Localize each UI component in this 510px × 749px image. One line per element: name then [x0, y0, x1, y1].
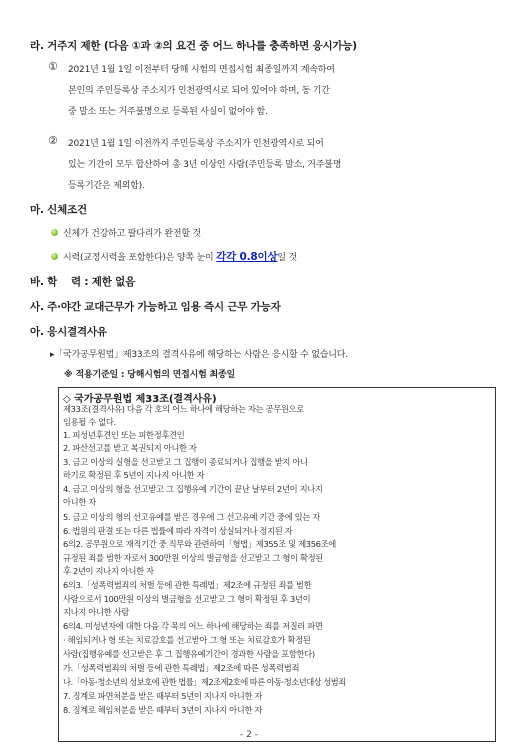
- item-1-number: ①: [48, 60, 58, 73]
- law-line: 사람(집행유예를 선고받은 후 그 집행유예기간이 경과한 사람을 포함한다): [63, 649, 315, 659]
- vision-text-pre: 시력(교정시력을 포함한다)은 양쪽 눈이: [63, 253, 217, 263]
- law-line: 규정된 죄를 범한 자로서 300만원 이상의 벌금형을 선고받고 그 형이 확정된: [63, 553, 323, 563]
- law-box-title: ◇ 국가공무원법 제33조(결격사유): [63, 394, 217, 405]
- section-ma-title: 마. 신체조건: [30, 204, 87, 216]
- law-line: 사람으로서 100만원 이상의 벌금형을 선고받고 그 형이 확정된 후 3년이: [63, 594, 311, 604]
- item-1-line-2: 본인의 주민등록상 주소지가 인천광역시로 되어 있어야 하며, 동 기간: [68, 86, 330, 96]
- law-line: 2. 파산선고를 받고 복권되지 아니한 자: [63, 443, 197, 453]
- section-a-title: 아. 응시결격사유: [30, 326, 107, 338]
- section-ra-title: 라. 거주지 제한 (다음 ①과 ②의 요건 중 어느 하나를 충족하면 응시가능): [30, 40, 357, 52]
- law-line: 6. 법원의 판결 또는 다른 법률에 따라 자격이 상실되거나 정지된 자: [63, 526, 293, 536]
- section-sa-title: 사. 주·야간 교대근무가 가능하고 임용 즉시 근무 가능자: [30, 301, 281, 313]
- item-1-line-3: 중 말소 또는 거주불명으로 등록된 사실이 없어야 함.: [68, 107, 268, 117]
- item-2-line-1: 2021년 1월 1일 이전까지 주민등록상 주소지가 인천광역시로 되어: [68, 139, 324, 149]
- green-bullet-icon: [51, 253, 58, 260]
- law-line: 6의2. 공무원으로 재직기간 중 직무와 관련하여「형법」제355조 및 제356조에: [63, 539, 336, 549]
- item-2-line-3: 등록기간은 제외함).: [68, 181, 145, 191]
- law-line: 나.「아동·청소년의 성보호에 관한 법률」제2조제2호에 따른 아동·청소년대상 성범죄: [63, 677, 346, 687]
- vision-emphasis: 각각 0.8이상: [216, 251, 278, 263]
- item-2-number: ②: [48, 134, 58, 147]
- law-line: 6의3.「성폭력범죄의 처벌 등에 관한 특례법」제2조에 규정된 죄를 범한: [63, 580, 312, 590]
- law-line: 하기로 확정된 후 5년이 지나지 아니한 자: [63, 470, 205, 480]
- law-line: 후 2년이 지나지 아니한 자: [63, 566, 154, 576]
- law-line: 아니한 자: [63, 497, 96, 507]
- item-2-line-2: 있는 기간이 모두 합산하여 총 3년 이상인 사람(주민등록 말소, 거주불명: [68, 160, 342, 170]
- law-line: · 해임되거나 형 또는 치료감호를 선고받아 그 형 또는 치료감호가 확정된: [63, 635, 311, 645]
- vision-text-post: 일 것: [277, 253, 298, 263]
- law-line: 4. 금고 이상의 형을 선고받고 그 집행유예 기간이 끝난 날부터 2년이 지나지: [63, 484, 323, 494]
- green-bullet-icon: [51, 229, 58, 236]
- law-line: 가.「성폭력범죄의 처벌 등에 관한 특례법」제2조에 따른 성폭력범죄: [63, 663, 300, 673]
- law-line: 임용될 수 없다.: [63, 417, 116, 427]
- body-condition-2: [63, 249, 297, 264]
- law-line: 8. 징계로 해임처분을 받은 때부터 3년이 지나지 아니한 자: [63, 705, 263, 715]
- law-line: 1. 피성년후견인 또는 피한정후견인: [63, 430, 185, 440]
- item-1-line-1: 2021년 1월 1일 이전부터 당해 시험의 면접시험 최종일까지 계속하여: [68, 65, 335, 75]
- law-line: 6의4. 미성년자에 대한 다음 각 목의 어느 하나에 해당하는 죄를 저질러 파면: [63, 621, 323, 631]
- law-line: 3. 금고 이상의 실형을 선고받고 그 집행이 종료되거나 집행을 받지 아니: [63, 457, 308, 467]
- law-line: 제33조(결격사유) 다음 각 호의 어느 하나에 해당하는 자는 공무원으로: [63, 404, 304, 414]
- body-condition-1: 신체가 건강하고 팔다리가 완전할 것: [63, 229, 202, 239]
- law-line: 7. 징계로 파면처분을 받은 때부터 5년이 지나지 아니한 자: [63, 691, 263, 701]
- section-ba-title: 바. 학 력 : 제한 없음: [30, 276, 136, 288]
- reference-date-note: ※ 적용기준일 : 당해시험의 면접시험 최종일: [64, 370, 236, 380]
- law-line: 5. 금고 이상의 형의 선고유예를 받은 경우에 그 선고유예 기간 중에 있는 자: [63, 512, 320, 522]
- page-number: - 2 -: [240, 730, 258, 740]
- law-line: 지나지 아니한 사람: [63, 607, 129, 617]
- disqualification-notice: ▸「국가공무원법」제33조의 결격사유에 해당하는 사람은 응시할 수 없습니다.: [50, 350, 348, 360]
